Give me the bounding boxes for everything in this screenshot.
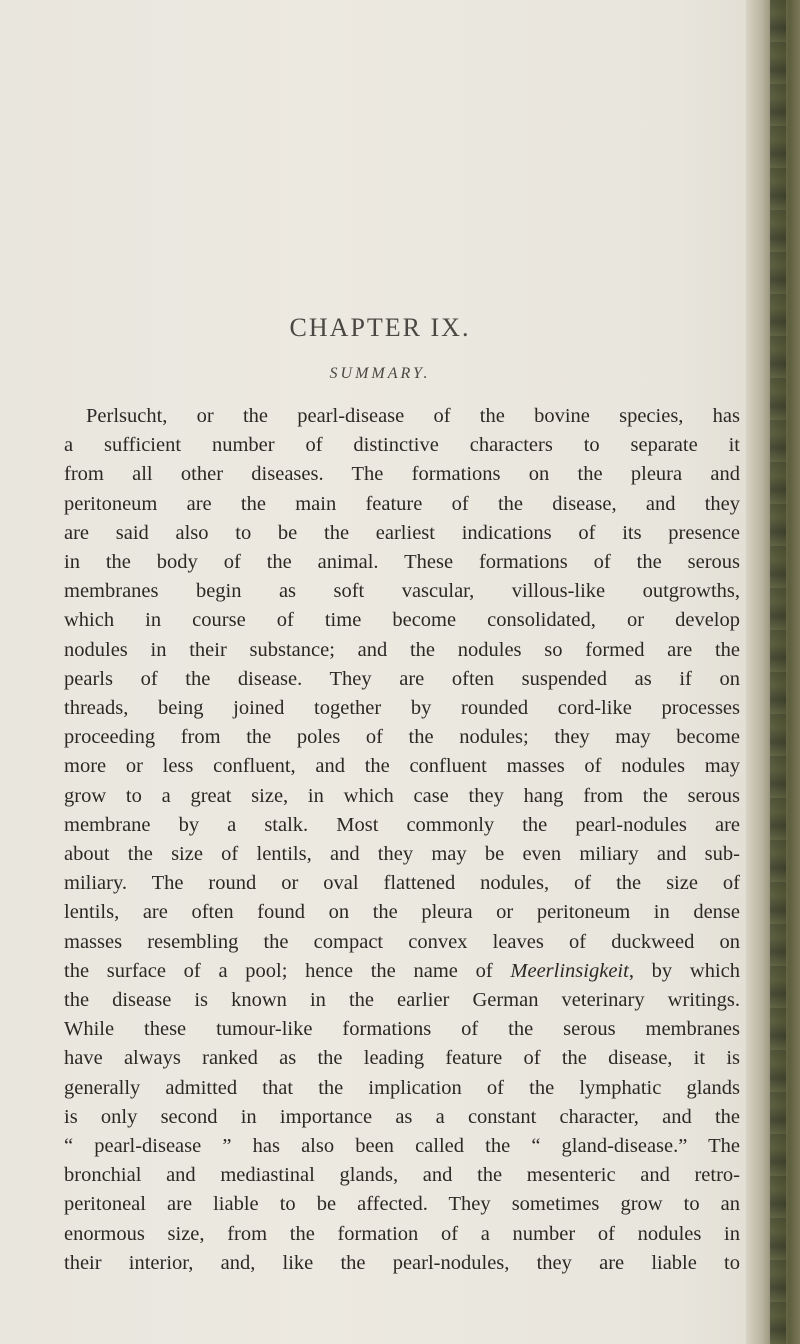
text-line: membranes begin as soft vascular, villous-like outgrowths, <box>64 580 740 603</box>
text-line: generally admitted that the implication of the lymphatic glands <box>64 1076 740 1099</box>
text-line: which in course of time become consolidated, or develop <box>64 609 740 632</box>
text-line: threads, being joined together by rounded cord-like processes <box>64 697 740 720</box>
text-line: “ pearl-disease ” has also been called the “ gland-disease.” The <box>64 1135 740 1158</box>
text-line: is only second in importance as a constant character, and the <box>64 1105 740 1128</box>
text-line: While these tumour-like formations of the serous membranes <box>64 1018 740 1041</box>
text-line: Perlsucht, or the pearl-disease of the bovine species, has <box>86 405 740 427</box>
italic-term: Meerlinsigkeit <box>510 959 629 982</box>
text-line: peritoneal are liable to be affected. They sometimes grow to an <box>64 1193 740 1216</box>
text-line: enormous size, from the formation of a number of nodules in <box>64 1222 740 1245</box>
text-line: about the size of lentils, and they may be even miliary and sub- <box>64 843 740 866</box>
text-line: masses resembling the compact convex leaves of duckweed on <box>64 930 740 953</box>
binding-edge <box>770 0 786 1344</box>
text-line: pearls of the disease. They are often suspended as if on <box>64 667 740 690</box>
text-line: the disease is known in the earlier German veterinary writings. <box>64 989 740 1012</box>
section-heading: SUMMARY. <box>329 365 431 382</box>
text-line: a sufficient number of distinctive characters to separate it <box>64 434 740 457</box>
text-line: from all other diseases. The formations on the pleura and <box>64 463 740 486</box>
text-line: their interior, and, like the pearl-nodules, they are liable to <box>64 1251 740 1274</box>
text-line: peritoneum are the main feature of the disease, and they <box>64 492 740 515</box>
text-line: in the body of the animal. These formations of the serous <box>64 551 740 574</box>
text-line: membrane by a stalk. Most commonly the pearl-nodules are <box>64 813 740 836</box>
text-line: more or less confluent, and the confluent masses of nodules may <box>64 755 740 778</box>
body-paragraph <box>64 402 740 1278</box>
text-line: the surface of a pool; hence the name of Meerlinsigkeit, by which <box>64 959 740 982</box>
text-line: have always ranked as the leading feature of the disease, it is <box>64 1047 740 1070</box>
text-line: are said also to be the earliest indications of its presence <box>64 521 740 544</box>
text-line: bronchial and mediastinal glands, and the mesenteric and retro- <box>64 1164 740 1187</box>
text-line: miliary. The round or oval flattened nodules, of the size of <box>64 872 740 895</box>
chapter-title: CHAPTER IX. <box>289 313 471 342</box>
text-line: grow to a great size, in which case they hang from the serous <box>64 784 740 807</box>
text-line: nodules in their substance; and the nodules so formed are the <box>64 638 740 661</box>
text-line: proceeding from the poles of the nodules; they may become <box>64 726 740 749</box>
text-line: lentils, are often found on the pleura or peritoneum in dense <box>64 901 740 924</box>
